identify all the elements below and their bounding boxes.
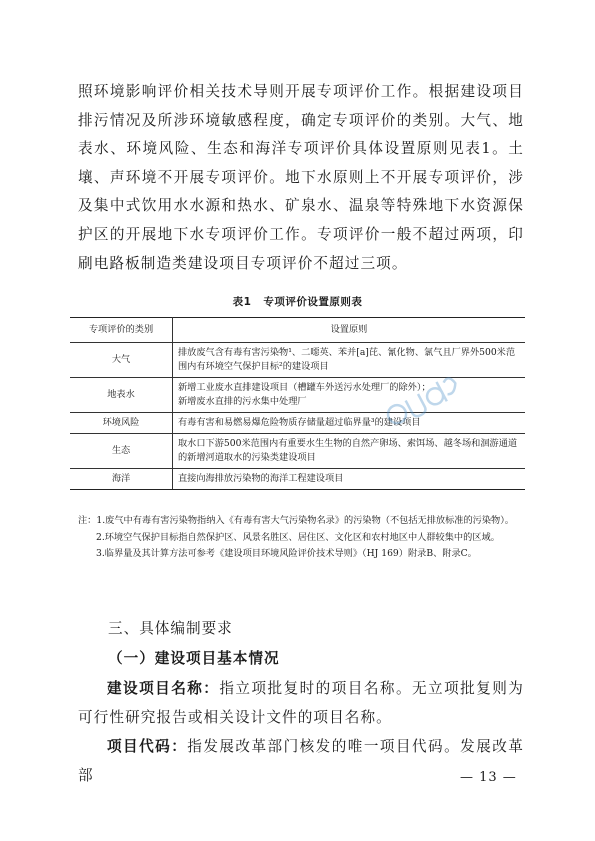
note-item: 3.临界量及其计算方法可参考《建设项目环境风险评价技术导则》（HJ 169）附录B、附录C。 [96,548,477,559]
table-row [70,378,525,413]
project-code-lead: 项目代码： [107,738,188,755]
row-rule: 新增工业废水直排建设项目（槽罐车外送污水处理厂的除外）； 新增废水直排的污水集中处理厂 [173,378,526,413]
header-category: 专项评价的类别 [70,318,173,343]
row-category: 环境风险 [70,413,173,434]
row-category: 大气 [70,343,173,378]
table-number: 表1 [232,296,252,308]
project-code-paragraph [78,733,524,790]
row-category: 地表水 [70,378,173,413]
page-number: — 13 — [460,770,517,785]
note-item: 注：1.废气中有毒有害污染物指纳入《有毒有害大气污染物名录》的污染物（不包括无排放标准的污染物）。 [78,515,514,526]
table-notes [78,513,524,563]
intro-paragraph: 照环境影响评价相关技术导则开展专项评价工作。根据建设项目排污情况及所涉环境敏感程度，确定专项评价的类别。大气、地表水、环境风险、生态和海洋专项评价具体设置原则见表1。土壤、声环境不开展专项评价。地下水原则上不开展专项评价，涉及集中式饮用水水源和热水、矿泉水、温泉等特殊地下水资源保护区的开展地下水专项评价工作。专项评价一般不超过两项，印刷电路板制造类建设项目专项评价不超过三项。 [78,83,524,272]
project-name-lead: 建设项目名称： [107,680,220,697]
row-rule: 排放废气含有毒有害污染物¹、二噁英、苯并[a]芘、氰化物、氯气且厂界外500米范围内有环境空气保护目标²的建设项目 [173,343,526,378]
project-name-paragraph [78,675,524,732]
table-row [70,413,525,434]
table-header-row [70,318,525,343]
table-row [70,469,525,490]
table-row [70,343,525,378]
project-code-text: 指发展改革部门核发的唯一项目代码。发展改革部 [78,738,524,784]
row-rule: 有毒有害和易燃易爆危险物质存储量超过临界量³的建设项目 [173,413,526,434]
row-category: 海洋 [70,469,173,490]
project-name-text: 指立项批复时的项目名称。无立项批复则为可行性研究报告或相关设计文件的项目名称。 [78,680,525,726]
special-assessment-table [70,317,525,490]
section-heading: 三、具体编制要求 [108,620,233,637]
subsection-heading: （一）建设项目基本情况 [108,650,280,667]
row-rule: 直接向海排放污染物的海洋工程建设项目 [173,469,526,490]
table-row [70,434,525,469]
header-rule: 设置原则 [173,318,526,343]
note-item: 2.环境空气保护目标指自然保护区、风景名胜区、居住区、文化区和农村地区中人群较集中的区域。 [96,531,500,543]
row-rule: 取水口下游500米范围内有重要水生生物的自然产卵场、索饵场、越冬场和洄游通道的新增河道取水的污染类建设项目 [173,434,526,469]
row-category: 生态 [70,434,173,469]
table-title: 专项评价设置原则表 [263,296,363,308]
table-caption [0,294,595,309]
